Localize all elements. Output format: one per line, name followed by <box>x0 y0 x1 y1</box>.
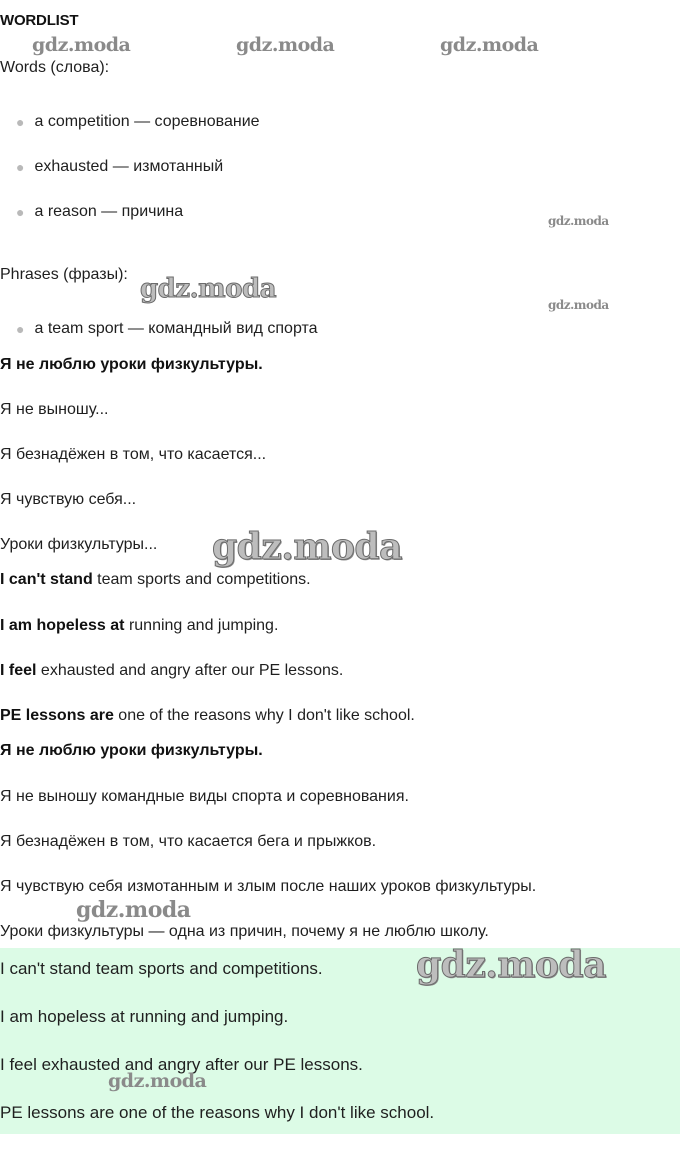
bullet-icon: ● <box>16 159 25 175</box>
ru-heading: Я не люблю уроки физкультуры. <box>0 742 263 759</box>
ru-prompt: Я не выношу... <box>0 401 109 418</box>
word-item <box>0 113 260 131</box>
watermark: gdz.moda <box>212 526 402 568</box>
highlighted-sentence: PE lessons are one of the reasons why I don't like school. <box>0 1103 435 1122</box>
en-sentence <box>0 571 311 589</box>
en-sentence-rest: exhausted and angry after our PE lessons. <box>36 662 344 679</box>
en-sentence-rest: running and jumping. <box>124 617 279 634</box>
en-sentence-bold: I can't stand <box>0 571 93 588</box>
words-heading: Words (слова): <box>0 59 110 76</box>
en-sentence-bold: I am hopeless at <box>0 617 125 634</box>
watermark: gdz.moda <box>76 897 191 923</box>
watermark: gdz.moda <box>548 214 609 228</box>
highlighted-sentence: I can't stand team sports and competitions. <box>0 959 323 978</box>
en-sentence-rest: one of the reasons why I don't like school. <box>113 707 415 724</box>
word-text: a reason — причина <box>34 203 184 220</box>
phrase-text: a team sport — командный вид спорта <box>34 320 318 337</box>
word-item <box>0 158 223 176</box>
phrase-item <box>0 320 318 338</box>
ru-heading: Я не люблю уроки физкультуры. <box>0 356 263 373</box>
watermark: gdz.moda <box>416 944 606 986</box>
word-text: exhausted — измотанный <box>34 158 224 175</box>
en-sentence <box>0 707 415 725</box>
watermark: gdz.moda <box>440 34 539 56</box>
page-title: WORDLIST <box>0 12 79 29</box>
watermark: gdz.moda <box>236 34 335 56</box>
bullet-icon: ● <box>16 114 25 130</box>
highlighted-sentence: I feel exhausted and angry after our PE lessons. <box>0 1055 363 1074</box>
watermark: gdz.moda <box>108 1070 207 1092</box>
ru-prompt: Я безнадёжен в том, что касается... <box>0 446 267 463</box>
watermark: gdz.moda <box>548 298 609 312</box>
watermark: gdz.moda <box>32 34 131 56</box>
en-sentence <box>0 662 343 680</box>
word-text: a competition — соревнование <box>34 113 260 130</box>
en-sentence-bold: I feel <box>0 662 37 679</box>
bullet-icon: ● <box>16 321 25 337</box>
ru-translation: Уроки физкультуры — одна из причин, почему я не люблю школу. <box>0 923 489 940</box>
en-sentence <box>0 617 278 635</box>
watermark: gdz.moda <box>140 274 277 304</box>
ru-translation: Я безнадёжен в том, что касается бега и прыжков. <box>0 833 377 850</box>
ru-prompt: Я чувствую себя... <box>0 491 137 508</box>
highlighted-sentence: I am hopeless at running and jumping. <box>0 1007 289 1026</box>
bullet-icon: ● <box>16 204 25 220</box>
en-sentence-rest: team sports and competitions. <box>92 571 311 588</box>
en-sentence-bold: PE lessons are <box>0 707 114 724</box>
word-item <box>0 203 183 221</box>
ru-prompt: Уроки физкультуры... <box>0 536 158 553</box>
ru-translation: Я не выношу командные виды спорта и соревнования. <box>0 788 409 805</box>
ru-translation: Я чувствую себя измотанным и злым после наших уроков физкультуры. <box>0 878 537 895</box>
phrases-heading: Phrases (фразы): <box>0 266 128 283</box>
